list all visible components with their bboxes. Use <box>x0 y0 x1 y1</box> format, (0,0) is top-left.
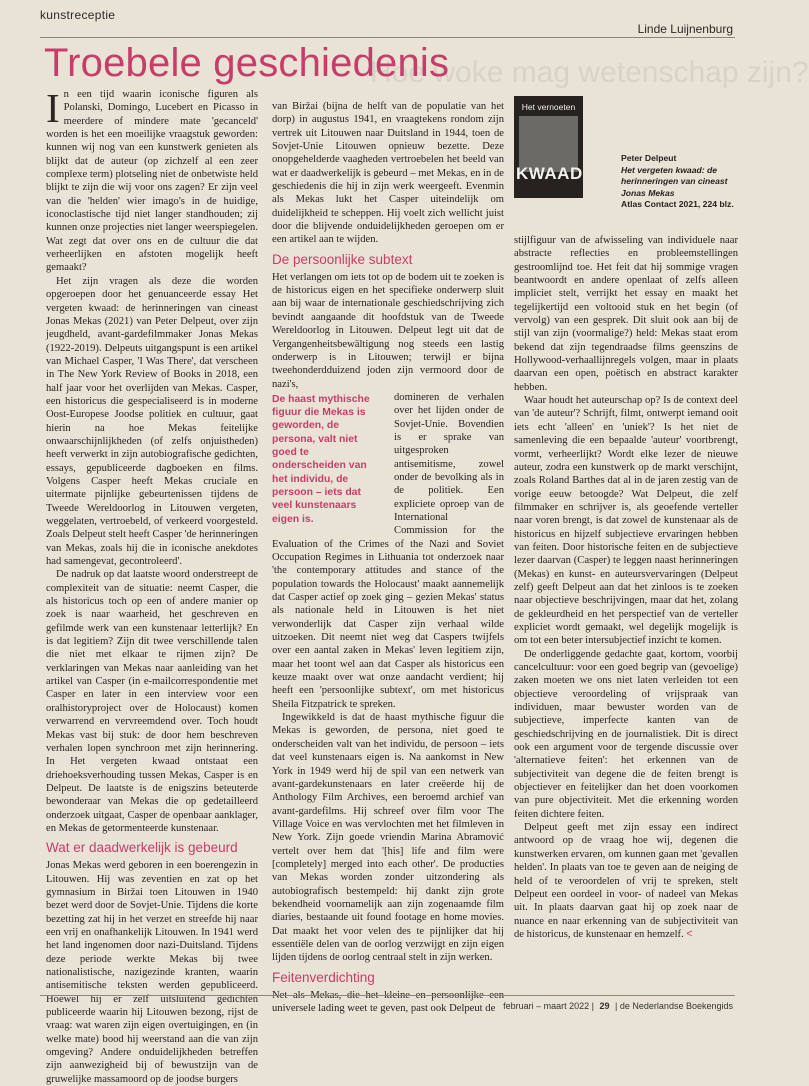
paragraph: De nadruk op dat laatste woord onderstreept de complexiteit van de situatie: neemt Casper, die als historicus toch op een of andere manier op zoek is naar waarheid, het geschreven en gefilmde werk van een kunstenaar letterlijk? En is dat legitiem? Zijn dit twee verschillende talen die niet met elkaar te rijmen zijn? De verklaringen van Mekas naar aanleiding van het artikel van Casper (in e-mailcorrespondentie met Casper en later in een interview voor een oralhistoryproject over de Holocaust) komen verwarrend en vervreemdend over. Toch houdt Mekas vast bij stuk: de door hem beschreven verhalen lopen synchroon met zijn herinnering. In Het vergeten kwaad ontstaat een driehoeksverhouding tussen Mekas, Casper is en Delpeut. De laatste is de enigszins beteuterde bewonderaar van Mekas die op gedetailleerd onderzoek uitgaat, Casper de openbaar aanklager, en Mekas de getormenteerde kunstenaar. <box>46 569 258 834</box>
cover-word: KWAAD <box>516 164 583 183</box>
paragraph: Jonas Mekas werd geboren in een boerengezin in Litouwen. Hij was zeventien en zat op het gymnasium in Biržai toen Litouwen in 1940 bezet werd door de Sovjet-Unie. Tijdens die korte bezetting zat hij in het verzet en streefde hij naar een vrij en onafhankelijk Litouwen. In 1941 werd het land ingenomen door nazi-Duitsland. Tijdens deze periode werkte Mekas bij twee nationalistische, nazigezinde kranten, waarin antisemitische teksten werden gepubliceerd. Hoewel hij er zelf uitsluitend gedichten publiceerde waarin hij Litouwen bezong, rijst de vraag: wat waren zijn eigen overtuigingen, en (in welke mate) bood hij weerstand aan die van zijn omgeving? Andere onduidelijkheden betreffen zijn aanwezigheid bij of bewustzijn van de gruwelijke massamoord op de joodse burgers <box>46 860 258 1085</box>
paragraph: In een tijd waarin iconische figuren als Polanski, Domingo, Lucebert en Picasso in meerdere of mindere mate 'gecanceld' worden is het een moeilijke vraagstuk geworden: kunnen wij nog van een kunstwerk genieten als blijkt dat de auteur (op zichzelf al een zeer complexe term) plotseling niet de onbetwiste held blijkt te zijn die wij voor ons zagen? Er zijn veel van die 'helden' wier imago's in de huidige, iconoclastische tijd niet langer standhouden; zij kunnen onze projecties niet langer weerspiegelen. Wat zegt dat over ons en de cultuur die dat verheerlijken en afstoten mogelijk heeft gemaakt? <box>46 85 258 274</box>
subheading: De persoonlijke subtext <box>272 251 413 267</box>
cover-title: Het vernoeten <box>521 102 576 112</box>
paragraph: Het zijn vragen als deze die worden opgeroepen door het genuanceerde essay Het vergeten kwaad: de herinneringen van cineast Jonas Mekas (2021) van Peter Delpeut, over zijn jeugdheld, avant-gardefilmmaker Jonas Mekas (1922-2019). Delpeuts uitgangspunt is een artikel van Michael Casper, 'I Was There', dat verscheen in The New York Review of Books in 2018, een half jaar voor het overlijden van Mekas. Casper, een historicus die gespecialiseerd is in moderne Oost-Europese Joodse politiek en cultuur, gaat hierin na hoe Mekas feitelijke onwaarschijnlijkheden (of zelfs onjuistheden) heeft verwerkt in zijn autobiografische gedichten, essays, gepubliceerde dagboeken en films. Volgens Casper heeft Mekas cruciale en uitermate pijnlijke gebeurtenissen tijdens de Tweede Wereldoorlog in Litouwen vergeten, weggelaten, vertroebeld, of verkeerd voorgesteld. Zoals Delpeut stelt heeft Casper 'de herinneringen van Mekas, zoals hij die in iconische anekdotes had samengevat, gecontroleerd'. <box>46 275 258 568</box>
subheading: Feitenverdichting <box>272 969 375 985</box>
subheading: Wat er daadwerkelijk is gebeurd <box>46 840 238 856</box>
book-publisher: Atlas Contact 2021, 224 blz. <box>621 199 734 210</box>
show-through-text: Hoe woke mag wetenschap zijn? <box>370 56 809 89</box>
book-author: Peter Delpeut <box>621 153 677 163</box>
book-title: Het vergeten kwaad: de herinneringen van cineast Jonas Mekas <box>621 164 728 198</box>
article-author: Linde Luijnenburg <box>637 22 733 36</box>
page-footer <box>503 1001 733 1011</box>
paragraph: stijlfiguur van de afwisseling van individuele naar abstracte reflecties en probleemstellingen gestroomlijnd toe. Het feit dat hij sommige vragen beantwoordt en andere openlaat of zelfs alleen impliciet stelt, verrijkt het essay en maakt het tegelijkertijd een voltooid stuk en het begin (of vervolg) van een gesprek. Dit sluit ook aan bij de stijl van zijn (voormalige?) held: Mekas staat erom bekend dat zijn tegendraadse films geenszins de Hollywood-verhaallijnregels volgen, maar in plaats daarvan een open, poëtisch en abstract karakter hebben. <box>514 235 738 393</box>
drop-cap: I <box>46 85 60 131</box>
publication-name: de Nederlandse Boekengids <box>619 1001 733 1011</box>
issue-date: februari – maart 2022 <box>503 1001 590 1011</box>
paragraph: Het verlangen om iets tot op de bodem uit te zoeken is de historicus eigen en het specifieke onderwerp sluit aan bij waar de internationale geschiedschrijving zich bevindt aangaande dit hoofdstuk van de Tweede Wereldoorlog in Litouwen. Delpeut legt uit dat de Vergangenheitsbewältigung nog steeds een lastig onderwerp is in Litouwen; terwijl er bijna tweehonderdduizend joden zijn vermoord door de nazi's, <box>272 271 504 390</box>
footer-separator: | <box>615 1001 618 1011</box>
column-1 <box>46 85 258 1086</box>
section-label: kunstreceptie <box>40 8 116 22</box>
paragraph: De onderliggende gedachte gaat, kortom, voorbij cancelcultuur: voor een goed begrip van (gevoelige) zaken moeten we ons niet laten verleiden tot een objectieve veroordeling of vrijspraak van individuen, maar bewuster worden van de subjectieve, imperfecte kanten van de geschiedschrijving en de journalistiek. Dit is direct ook een argument voor de tergende discussie over 'alternatieve feiten': het erkennen van de subjectiviteit van degene die de feiten brengt is objectiever en feitelijker dan het doen voorkomen van pure objectiviteit. Met die erkenning worden feiten dichtere feiten. <box>514 648 738 820</box>
article-title: Troebele geschiedenis <box>44 41 450 85</box>
paragraph: Net als Mekas, die het kleine en persoonlijke een universele lading weet te geven, past ook Delpeut de <box>272 989 504 1014</box>
footer-separator: | <box>591 1001 594 1011</box>
column-3 <box>514 234 738 941</box>
end-mark: < <box>686 927 693 940</box>
book-info <box>621 153 741 211</box>
book-cover <box>514 96 583 198</box>
paragraph: Waar houdt het auteurschap op? Is de context deel van 'de auteur'? Schrijft, filmt, ontwerpt iemand ooit iets echt 'alleen' en 'uniek'? Is het niet de samenleving die een bepaalde 'auteur' voortbrengt, vormt, verheerlijkt? Wordt elke lezer de nieuwe auteur, zodra een kunstwerk op de markt verschijnt, zoals Roland Barthes dat al in de jaren zestig van de vorige eeuw betoogde? Wat Delpeut, die zelf filmmaker en schrijver is, als geoefende verteller naar voren brengt, is dat zowel de kunstenaar als de historicus en hijzelf subjectieve ervaringen hebben van feiten. Door historische feiten en de subjectieve lezer daarvan (Casper) te leggen naast herinneringen (Mekas) en kunst- en auteursvervaringen (Delpeut zelf) geeft Delpeut aan dat het zinloos is te zoeken naar objectieve beschrijvingen, maar dat het, zolang de gekleurdheid en het perspectief van de verteller expliciet wordt gemaakt, wel degelijk mogelijk is om tot een beter intersubjectief inzicht te komen. <box>514 395 738 647</box>
column-2 <box>272 100 504 1015</box>
footer-rule <box>40 995 735 996</box>
paragraph: Ingewikkeld is dat de haast mythische figuur die Mekas is geworden, de persona, niet goed te onderscheiden valt van het individu, de persoon – iets dat veel kunstenaars eigen is. Na aankomst in New York in 1949 werd hij de spil van een netwerk van avant-gardekunstenaars en later creëerde hij de Anthology Film Archives, een beroemd archief van avant-gardefilms. Hij schreef over film voor The Village Voice en was vervlochten met het filmleven in New York. Zijn goede vriendin Marina Abramović vertelt over hem dat '[his] life and film were [completely] merged into each other'. De producties van Mekas worden zonder uitzondering als autobiografisch bestempeld: hij dankt zijn grote bekendheid voornamelijk aan zijn zogenaamde film diaries, bestaande uit found footage en home movies. Dat maakt het voor velen des te pijnlijker dat hij essentiële delen van de oorlog verzwijgt en zijn eigen lijden tijdens de oorlog centraal stelt in zijn werken. <box>272 712 504 964</box>
pull-quote: De haast mythische figuur die Mekas is geworden, de persona, valt niet goed te onderscheiden van het individu, de persoon – iets dat veel kunstenaars eigen is. <box>272 393 370 525</box>
header-rule <box>40 37 735 38</box>
paragraph: Delpeut geeft met zijn essay een indirect antwoord op de vraag hoe wij, degenen die kunstwerken ervaren, om kunnen gaan met 'gevallen helden'. In plaats van toe te geven aan de neiging de held of te veroordelen of vrij te spreken, stelt Delpeut een oordeel in voor- of nadeel van Mekas uit. In plaats daarvan gaat hij op zoek naar de nuance en naar erkenning van de subjectiviteit van de historicus, de kunstenaar en hemzelf. < <box>514 822 738 940</box>
paragraph: domineren de verhalen over het lijden onder de Sovjet-Unie. Bovendien is er sprake van uitgesproken antisemitisme, zowel onder de bevolking als in de politiek. Een expliciete oproep van de International Commission for the Evaluation of the Crimes of the Nazi and Soviet Occupation Regimes in Lithuania tot onderzoek naar 'the contemporary attitudes and stance of the population towards the Holocaust' maakt aannemelijk dat Casper actief op zoek ging – gezien Mekas' status als nationale held in Litouwen is het niet verwonderlijk dat Casper zijn verhaal wilde uitzoeken. Dit neemt niet weg dat Caspers twijfels over een aantal zaken in Mekas' leven legitiem zijn, maar het toont wel aan dat Casper als historicus een keuze maakt over wat onze aandacht verdient; hij heeft een 'persoonlijke subtext', om met historicus Sheila Fitzpatrick te spreken. <box>272 391 504 710</box>
paragraph: van Biržai (bijna de helft van de populatie van het dorp) in augustus 1941, en vraagtekens rondom zijn vertrek uit Litouwen naar Duitsland in 1944, toen de Sovjet-Unie Litouwen opnieuw bezette. Deze onopgehelderde vaagheden vertroebelen het beeld van wat er daadwerkelijk is gebeurd – met Mekas, en in de geschiedenis die hij in zijn werk weergeeft. Evenmin als Mekas lukt het Casper uiteindelijk om duidelijkheid te scheppen. Hij voelt zich wellicht juist door die blijvende onduidelijkheden geroepen om er een artikel aan te wijden. <box>272 101 504 246</box>
page-number: 29 <box>599 1001 610 1011</box>
